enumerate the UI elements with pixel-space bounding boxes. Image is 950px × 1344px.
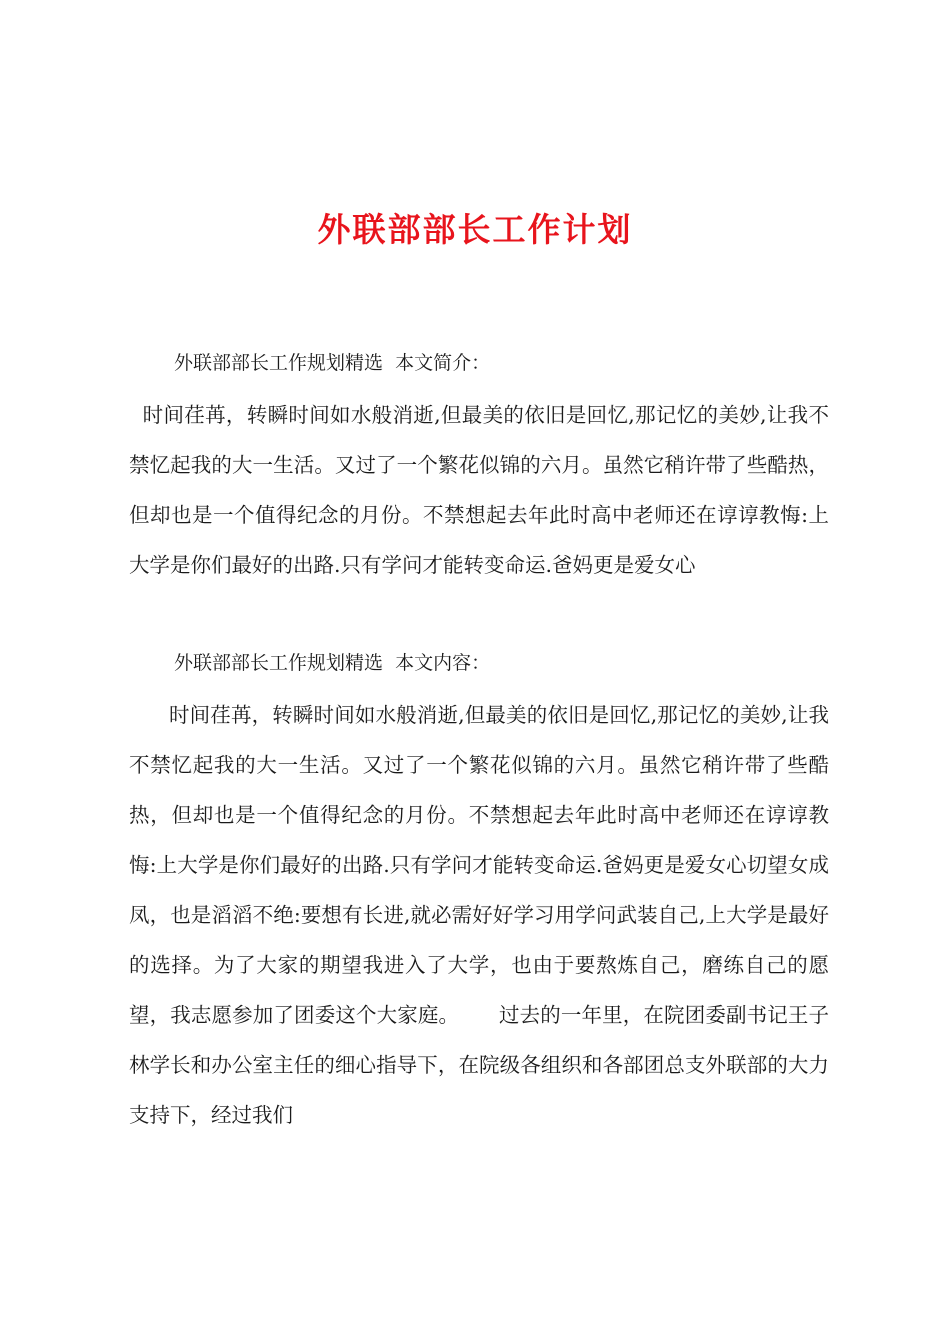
intro-paragraph: 时间荏苒，转瞬时间如水般消逝,但最美的依旧是回忆,那记忆的美妙,让我不禁忆起我的大一生活。又过了一个繁花似锦的六月。虽然它稍许带了些酷热，但却也是一个值得纪念的月份。不禁想起去年此时高中老师还在谆谆教悔:上大学是你们最好的出路.只有学问才能转变命运.爸妈更是爱女心	[129, 403, 829, 577]
intro-label: 外联部部长工作规划精选 本文简介：	[174, 352, 491, 374]
document-title: 外联部部长工作计划	[317, 210, 633, 249]
content-paragraph: 时间荏苒，转瞬时间如水般消逝,但最美的依旧是回忆,那记忆的美妙,让我不禁忆起我的大一生活。又过了一个繁花似锦的六月。虽然它稍许带了些酷热，但却也是一个值得纪念的月份。不禁想起去年此时高中老师还在谆谆教悔:上大学是你们最好的出路.只有学问才能转变命运.爸妈更是爱女心切望女成凤，也是滔滔不绝:要想有长进,就必需好好学习用学问武装自己,上大学是最好的选择。为了大家的期望我进入了大学，也由于要熬炼自己，磨练自己的愿望，我志愿参加了团委这个大家庭。 过去的一年里，在院团委副书记王子林学长和办公室主任的细心指导下，在院级各组织和各部团总支外联部的大力支持下，经过我们	[129, 703, 829, 1127]
content-label: 外联部部长工作规划精选 本文内容：	[174, 652, 491, 674]
